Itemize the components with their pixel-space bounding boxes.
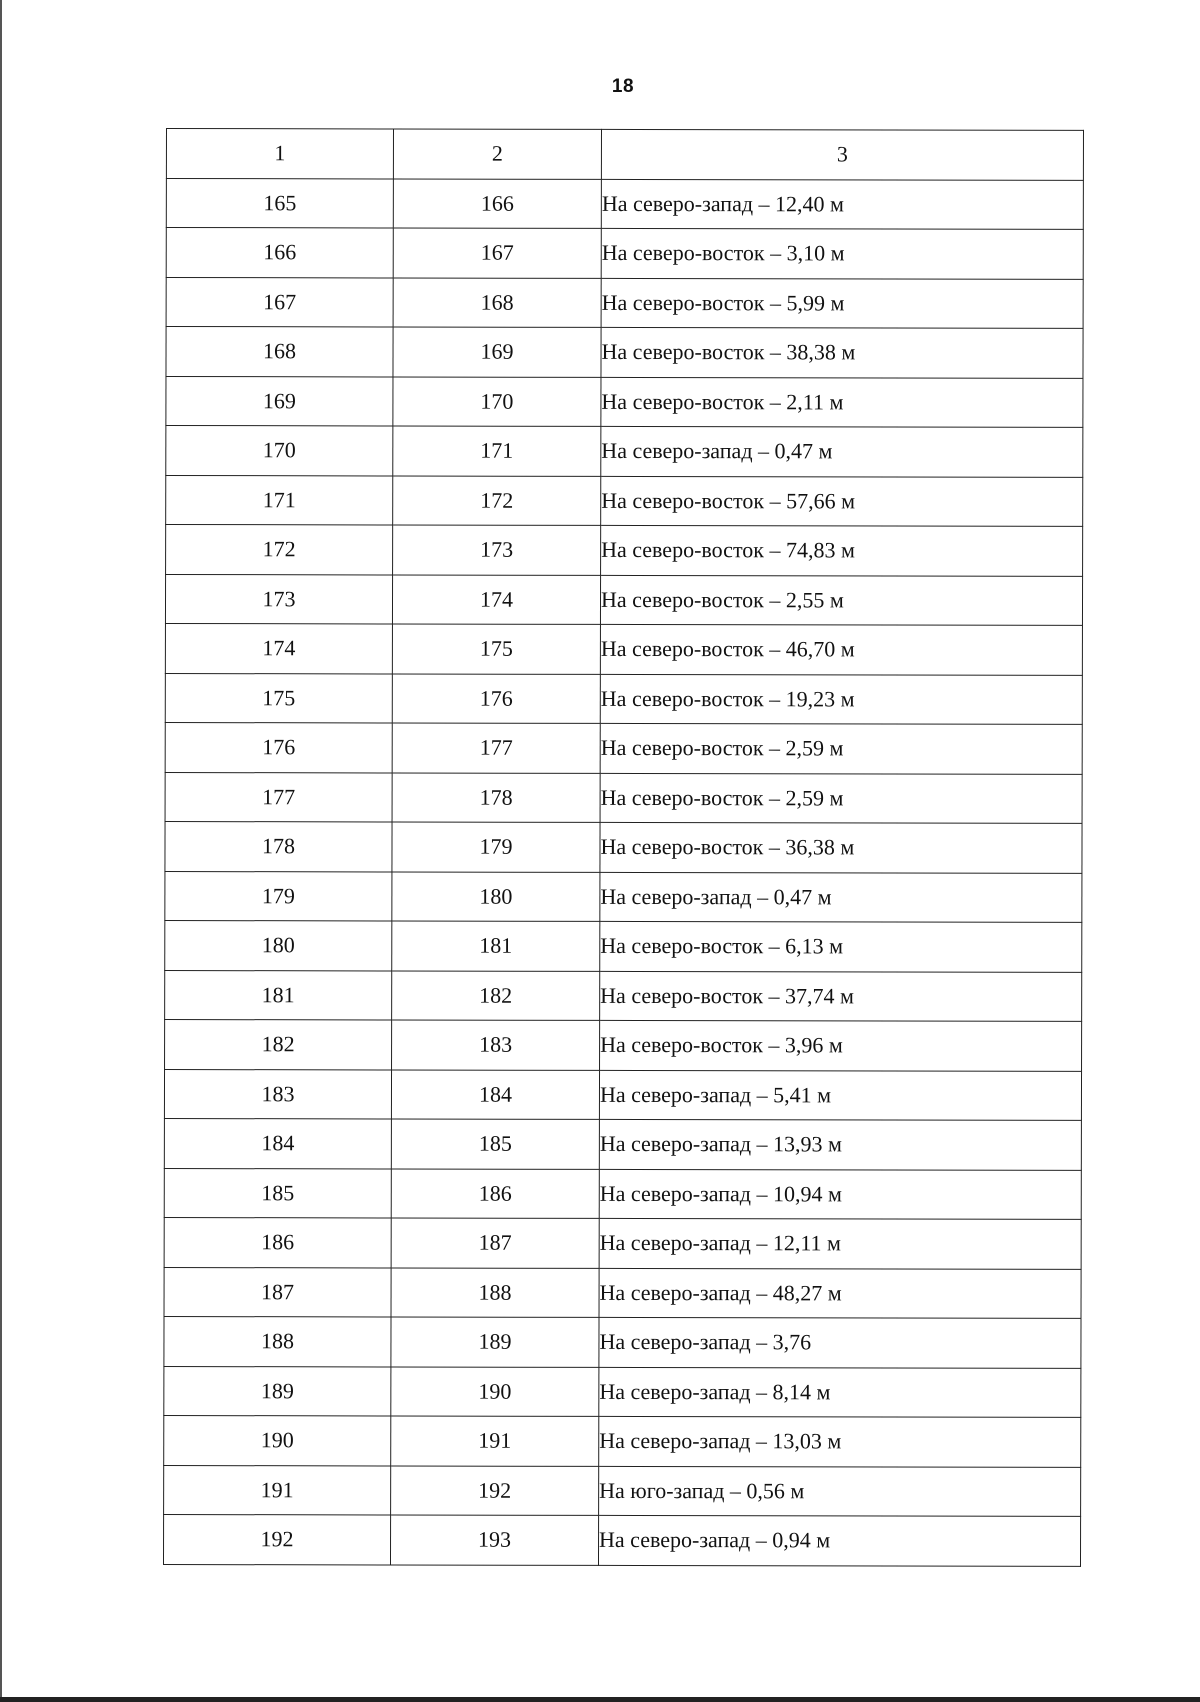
cell-to-point: 171 xyxy=(393,426,601,476)
cell-direction-distance: На северо-запад – 12,11 м xyxy=(599,1218,1081,1269)
cell-from-point: 186 xyxy=(164,1217,391,1267)
cell-to-point: 186 xyxy=(391,1168,599,1218)
table-row xyxy=(165,722,1082,773)
cell-from-point: 172 xyxy=(166,525,393,575)
table-row xyxy=(165,1019,1082,1070)
cell-to-point: 190 xyxy=(391,1366,599,1416)
cell-from-point: 165 xyxy=(166,178,393,228)
table-row xyxy=(165,772,1082,823)
table-row xyxy=(166,327,1083,378)
cell-to-point: 167 xyxy=(393,228,601,278)
table-row xyxy=(164,1118,1081,1169)
scan-left-edge xyxy=(0,0,2,1702)
cell-from-point: 174 xyxy=(165,623,392,673)
cell-direction-distance: На северо-запад – 3,76 xyxy=(599,1317,1081,1368)
column-header-2: 2 xyxy=(393,129,601,179)
cell-to-point: 187 xyxy=(391,1218,599,1268)
cell-from-point: 182 xyxy=(165,1019,392,1069)
cell-from-point: 188 xyxy=(164,1316,391,1366)
cell-from-point: 168 xyxy=(166,327,393,377)
cell-from-point: 171 xyxy=(166,475,393,525)
cell-from-point: 183 xyxy=(164,1069,391,1119)
cell-to-point: 173 xyxy=(393,525,601,575)
cell-to-point: 177 xyxy=(392,723,600,773)
page-number: 18 xyxy=(611,76,635,97)
table-row xyxy=(164,1366,1081,1417)
cell-direction-distance: На северо-восток – 37,74 м xyxy=(600,971,1082,1022)
table-row xyxy=(165,673,1082,724)
cell-to-point: 193 xyxy=(390,1515,598,1565)
table-row xyxy=(166,376,1083,427)
cell-to-point: 172 xyxy=(393,475,601,525)
cell-direction-distance: На северо-восток – 2,59 м xyxy=(600,773,1082,824)
cell-from-point: 170 xyxy=(166,426,393,476)
cell-to-point: 184 xyxy=(391,1069,599,1119)
cell-from-point: 175 xyxy=(165,673,392,723)
cell-from-point: 185 xyxy=(164,1168,391,1218)
cell-direction-distance: На северо-восток – 6,13 м xyxy=(600,921,1082,972)
table-row xyxy=(164,1217,1081,1268)
cell-to-point: 189 xyxy=(391,1317,599,1367)
cell-to-point: 166 xyxy=(393,178,601,228)
table-row xyxy=(164,1267,1081,1318)
cell-to-point: 174 xyxy=(392,574,600,624)
cell-direction-distance: На северо-восток – 2,11 м xyxy=(601,377,1083,428)
cell-to-point: 185 xyxy=(391,1119,599,1169)
cell-to-point: 169 xyxy=(393,327,601,377)
cell-direction-distance: На северо-запад – 8,14 м xyxy=(599,1367,1081,1418)
cell-direction-distance: На северо-восток – 3,96 м xyxy=(600,1020,1082,1071)
table-row xyxy=(166,525,1083,576)
cell-to-point: 175 xyxy=(392,624,600,674)
cell-from-point: 177 xyxy=(165,772,392,822)
cell-direction-distance: На северо-восток – 36,38 м xyxy=(600,822,1082,873)
cell-to-point: 183 xyxy=(392,1020,600,1070)
cell-to-point: 180 xyxy=(392,871,600,921)
table-header-row xyxy=(166,129,1083,180)
table-row xyxy=(164,1316,1081,1367)
table-row xyxy=(166,426,1083,477)
cell-direction-distance: На северо-запад – 13,93 м xyxy=(599,1119,1081,1170)
table-row xyxy=(165,574,1082,625)
cell-from-point: 179 xyxy=(165,871,392,921)
table-row xyxy=(165,970,1082,1021)
cell-from-point: 180 xyxy=(165,920,392,970)
table-row xyxy=(164,1069,1081,1120)
cell-from-point: 187 xyxy=(164,1267,391,1317)
cell-direction-distance: На северо-запад – 0,47 м xyxy=(600,872,1082,923)
scan-bottom-edge xyxy=(0,1697,1200,1702)
cell-from-point: 176 xyxy=(165,722,392,772)
boundary-table-container xyxy=(163,128,1083,1566)
cell-direction-distance: На северо-запад – 10,94 м xyxy=(599,1169,1081,1220)
cell-to-point: 192 xyxy=(391,1465,599,1515)
cell-from-point: 167 xyxy=(166,277,393,327)
cell-direction-distance: На северо-восток – 46,70 м xyxy=(600,624,1082,675)
cell-direction-distance: На северо-восток – 5,99 м xyxy=(601,278,1083,329)
cell-to-point: 181 xyxy=(392,921,600,971)
cell-from-point: 166 xyxy=(166,228,393,278)
cell-from-point: 189 xyxy=(164,1366,391,1416)
cell-direction-distance: На северо-запад – 0,94 м xyxy=(598,1515,1080,1566)
cell-to-point: 191 xyxy=(391,1416,599,1466)
cell-to-point: 178 xyxy=(392,772,600,822)
cell-direction-distance: На северо-восток – 38,38 м xyxy=(601,327,1083,378)
cell-direction-distance: На северо-восток – 2,55 м xyxy=(600,575,1082,626)
cell-from-point: 190 xyxy=(164,1415,391,1465)
cell-to-point: 176 xyxy=(392,673,600,723)
cell-direction-distance: На северо-восток – 19,23 м xyxy=(600,674,1082,725)
cell-direction-distance: На юго-запад – 0,56 м xyxy=(599,1466,1081,1517)
column-header-3: 3 xyxy=(601,129,1083,180)
column-header-1: 1 xyxy=(166,129,393,179)
cell-to-point: 179 xyxy=(392,822,600,872)
cell-direction-distance: На северо-восток – 57,66 м xyxy=(601,476,1083,527)
cell-from-point: 191 xyxy=(164,1465,391,1515)
cell-to-point: 170 xyxy=(393,376,601,426)
cell-direction-distance: На северо-восток – 2,59 м xyxy=(600,723,1082,774)
cell-to-point: 182 xyxy=(392,970,600,1020)
cell-direction-distance: На северо-запад – 12,40 м xyxy=(601,179,1083,230)
cell-from-point: 169 xyxy=(166,376,393,426)
table-row xyxy=(166,178,1083,229)
cell-direction-distance: На северо-запад – 5,41 м xyxy=(599,1070,1081,1121)
cell-from-point: 192 xyxy=(163,1514,390,1564)
boundary-points-table xyxy=(163,128,1084,1566)
table-row xyxy=(166,228,1083,279)
cell-to-point: 188 xyxy=(391,1267,599,1317)
table-row xyxy=(165,871,1082,922)
cell-from-point: 181 xyxy=(165,970,392,1020)
cell-direction-distance: На северо-запад – 13,03 м xyxy=(599,1416,1081,1467)
table-body xyxy=(163,178,1083,1566)
table-row xyxy=(164,1415,1081,1466)
table-row xyxy=(164,1168,1081,1219)
table-row xyxy=(165,920,1082,971)
cell-direction-distance: На северо-восток – 3,10 м xyxy=(601,228,1083,279)
cell-from-point: 173 xyxy=(165,574,392,624)
table-row xyxy=(166,475,1083,526)
table-row xyxy=(165,623,1082,674)
table-row xyxy=(164,1465,1081,1516)
table-row xyxy=(166,277,1083,328)
cell-to-point: 168 xyxy=(393,277,601,327)
table-row xyxy=(165,821,1082,872)
cell-direction-distance: На северо-восток – 74,83 м xyxy=(601,525,1083,576)
cell-direction-distance: На северо-запад – 0,47 м xyxy=(601,426,1083,477)
cell-from-point: 184 xyxy=(164,1118,391,1168)
table-row xyxy=(163,1514,1080,1565)
cell-direction-distance: На северо-запад – 48,27 м xyxy=(599,1268,1081,1319)
cell-from-point: 178 xyxy=(165,821,392,871)
